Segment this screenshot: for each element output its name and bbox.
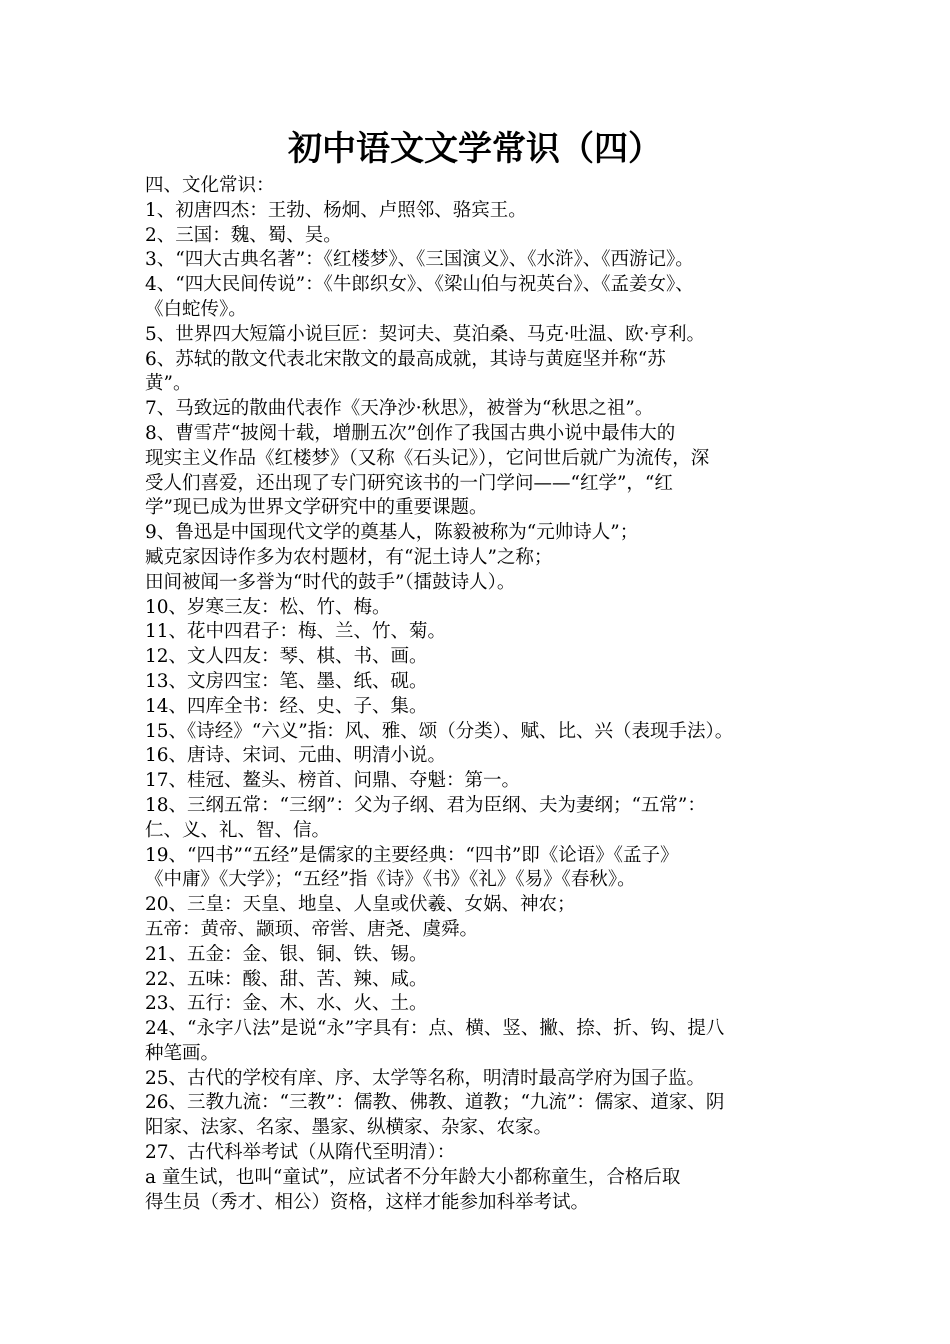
text-line: 得生员（秀才、相公）资格，这样才能参加科举考试。 [145, 1191, 590, 1213]
text-line: 20、三皇：天皇、地皇、人皇或伏羲、女娲、神农； [145, 894, 576, 916]
text-line: a 童生试，也叫“童试”，应试者不分年龄大小都称童生，合格后取 [145, 1166, 681, 1188]
text-line: 11、花中四君子：梅、兰、竹、菊。 [145, 621, 447, 643]
text-line: 2、三国：魏、蜀、吴。 [145, 224, 342, 246]
text-line: 26、三教九流：“三教”：儒教、佛教、道教；“九流”：儒家、道家、阴 [145, 1092, 725, 1114]
text-line: 6、苏轼的散文代表北宋散文的最高成就，其诗与黄庭坚并称“苏 [145, 348, 666, 370]
text-line: 田间被闻一多誉为“时代的鼓手”（擂鼓诗人）。 [145, 571, 516, 593]
text-line: 7、马致远的散曲代表作《天净沙·秋思》，被誉为“秋思之祖”。 [145, 398, 654, 420]
text-line: 五帝：黄帝、颛顼、帝喾、唐尧、虞舜。 [145, 918, 479, 940]
text-line: 14、四库全书：经、史、子、集。 [145, 695, 428, 717]
text-line: 阳家、法家、名家、墨家、纵横家、杂家、农家。 [145, 1117, 553, 1139]
document-body [145, 174, 810, 1215]
text-line: 16、唐诗、宋词、元曲、明清小说。 [145, 745, 447, 767]
text-line: 27、古代科举考试（从隋代至明清）： [145, 1142, 456, 1164]
text-line: 9、鲁迅是中国现代文学的奠基人，陈毅被称为“元帅诗人”； [145, 522, 639, 544]
text-line: 5、世界四大短篇小说巨匠：契诃夫、莫泊桑、马克·吐温、欧·亨利。 [145, 323, 706, 345]
text-line: 种笔画。 [145, 1042, 220, 1064]
text-line: 13、文房四宝：笔、墨、纸、砚。 [145, 670, 428, 692]
text-line: 《白蛇传》。 [145, 298, 247, 320]
text-line: 15、《诗经》“六义”指：风、雅、颂（分类）、赋、比、兴（表现手法）。 [145, 720, 734, 742]
text-line: 18、三纲五常：“三纲”：父为子纲、君为臣纲、夫为妻纲；“五常”： [145, 794, 706, 816]
text-line: 3、“四大古典名著”：《红楼梦》、《三国演义》、《水浒》、《西游记》。 [145, 249, 694, 271]
text-line: 17、桂冠、鳌头、榜首、问鼎、夺魁：第一。 [145, 770, 521, 792]
text-line: 24、“永字八法”是说“永”字具有：点、横、竖、撇、捺、折、钩、提八 [145, 1018, 725, 1040]
text-line: 25、古代的学校有庠、序、太学等名称，明清时最高学府为国子监。 [145, 1067, 706, 1089]
text-line: 四、文化常识： [145, 175, 275, 196]
text-line: 黄”。 [145, 373, 192, 395]
text-line: 12、文人四友：琴、棋、书、画。 [145, 646, 428, 668]
text-line: 21、五金：金、银、铜、铁、锡。 [145, 943, 428, 965]
text-line: 学”现已成为世界文学研究中的重要课题。 [145, 497, 488, 519]
text-line: 臧克家因诗作多为农村题材，有“泥土诗人”之称； [145, 546, 553, 568]
text-line: 现实主义作品《红楼梦》（又称《石头记》），它问世后就广为流传，深 [145, 447, 710, 469]
text-line: 1、初唐四杰：王勃、杨炯、卢照邻、骆宾王。 [145, 199, 527, 221]
text-line: 仁、义、礼、智、信。 [145, 819, 331, 841]
text-line: 19、“四书”“五经”是儒家的主要经典：“四书”即《论语》《孟子》 [145, 844, 679, 866]
text-line: 《中庸》《大学》；“五经”指《诗》《书》《礼》《易》《春秋》。 [145, 869, 636, 891]
text-line: 受人们喜爱，还出现了专门研究该书的一门学问——“红学”，“红 [145, 472, 673, 494]
text-line: 10、岁寒三友：松、竹、梅。 [145, 596, 391, 618]
text-line: 8、曹雪芹“披阅十载，增删五次”创作了我国古典小说中最伟大的 [145, 422, 676, 444]
text-line: 23、五行：金、木、水、火、土。 [145, 993, 428, 1015]
text-line: 4、“四大民间传说”：《牛郎织女》、《梁山伯与祝英台》、《孟姜女》、 [145, 274, 694, 296]
document-title: 初中语文文学常识（四） [288, 129, 662, 169]
text-line: 22、五味：酸、甜、苦、辣、咸。 [145, 968, 428, 990]
